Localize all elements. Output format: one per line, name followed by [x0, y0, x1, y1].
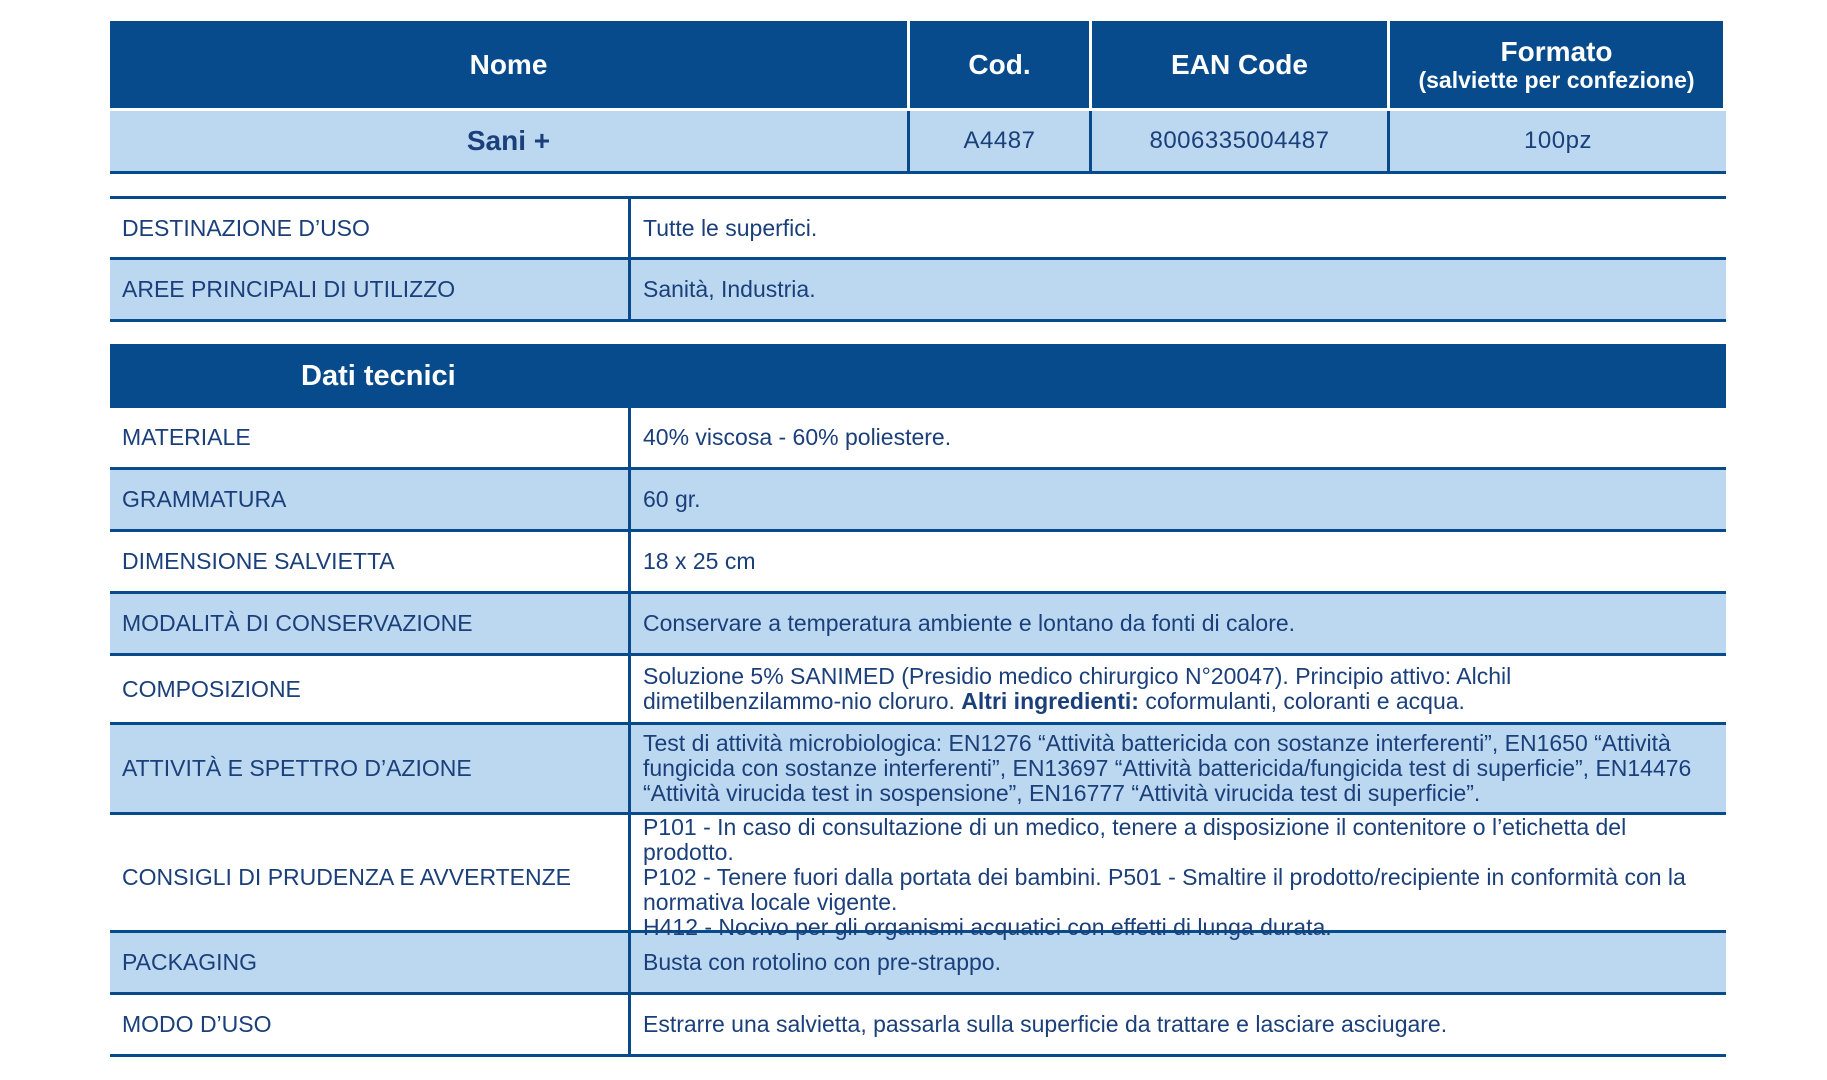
row-label: MODO D’USO: [110, 995, 631, 1054]
row-label: MODALITÀ DI CONSERVAZIONE: [110, 594, 631, 653]
datasheet: [110, 21, 1726, 1057]
table-row: [110, 199, 1726, 260]
header-formato: Formato (salviette per confezione): [1390, 21, 1726, 108]
section-title: Dati tecnici: [110, 344, 1726, 408]
row-value: Conservare a temperatura ambiente e lontano da fonti di calore.: [643, 610, 1296, 636]
row-value: [631, 815, 1726, 940]
row-value: Tutte le superfici.: [643, 214, 818, 241]
table-row: [110, 814, 1726, 940]
row-label: DIMENSIONE SALVIETTA: [110, 532, 631, 591]
row-value: Estrarre una salvietta, passarla sulla superficie da trattare e lasciare asciugare.: [643, 1011, 1448, 1037]
table-row: [110, 995, 1726, 1057]
row-label: CONSIGLI DI PRUDENZA E AVVERTENZE: [110, 815, 631, 940]
row-label: GRAMMATURA: [110, 470, 631, 529]
table-row: [110, 594, 1726, 656]
table-row: [110, 656, 1726, 725]
header-cod: Cod.: [910, 21, 1092, 108]
row-value: 60 gr.: [643, 486, 701, 512]
table-row: [110, 532, 1726, 594]
row-label: MATERIALE: [110, 408, 631, 467]
table-row: [110, 470, 1726, 532]
header-nome: Nome: [110, 21, 910, 108]
row-label: COMPOSIZIONE: [110, 656, 631, 722]
technical-table: [110, 408, 1726, 1057]
row-value: Test di attività microbiologica: EN1276 “Attività battericida con sostanze interferenti”, EN1650 “Attività fungicida con sostanze interferenti”, EN13697 “Attività battericida/fungicida test di superficie”, EN14476 “Attività virucida test in sospensione”, EN16777 “Attività virucida test di superficie”.: [643, 730, 1692, 806]
table-row: [110, 408, 1726, 470]
header-ean: EAN Code: [1092, 21, 1390, 108]
usage-table: [110, 196, 1726, 322]
row-value: [631, 656, 1726, 722]
product-name: Sani +: [110, 111, 910, 171]
product-ean: 8006335004487: [1092, 111, 1390, 171]
table-row: [110, 725, 1726, 815]
row-label: PACKAGING: [110, 933, 631, 992]
product-code: A4487: [910, 111, 1092, 171]
row-label: DESTINAZIONE D’USO: [110, 199, 631, 257]
table-row: [110, 260, 1726, 322]
divider: [110, 171, 1726, 174]
header-formato-sub: (salviette per confezione): [1418, 67, 1695, 94]
composition-text: Soluzione 5% SANIMED (Presidio medico chirurgico N°20047). Principio attivo: Alchil dimetilbenzilammo-nio cloruro. Altri ingredienti: coformulanti, coloranti e acqua.: [643, 663, 1512, 714]
product-table: [110, 21, 1726, 171]
row-value: Busta con rotolino con pre-strappo.: [643, 949, 1001, 975]
row-value: 40% viscosa - 60% poliestere.: [643, 424, 952, 450]
row-value: 18 x 25 cm: [643, 548, 756, 574]
table-row: [110, 933, 1726, 995]
row-label: AREE PRINCIPALI DI UTILIZZO: [110, 260, 631, 319]
row-label: ATTIVITÀ E SPETTRO D’AZIONE: [110, 725, 631, 812]
composition-bold: Altri ingredienti:: [961, 688, 1139, 714]
row-value: Sanità, Industria.: [643, 276, 816, 302]
warnings-text: P101 - In caso di consultazione di un medico, tenere a disposizione il contenitore o l’etichetta del prodotto. P102 - Tenere fuori dalla portata dei bambini. P501 - Smaltire il prodotto/recipiente in conformità con la normativa locale vigente. H412 - Nocivo per gli organismi acquatici con effetti di lunga durata.: [643, 814, 1686, 940]
product-format: 100pz: [1390, 111, 1726, 171]
